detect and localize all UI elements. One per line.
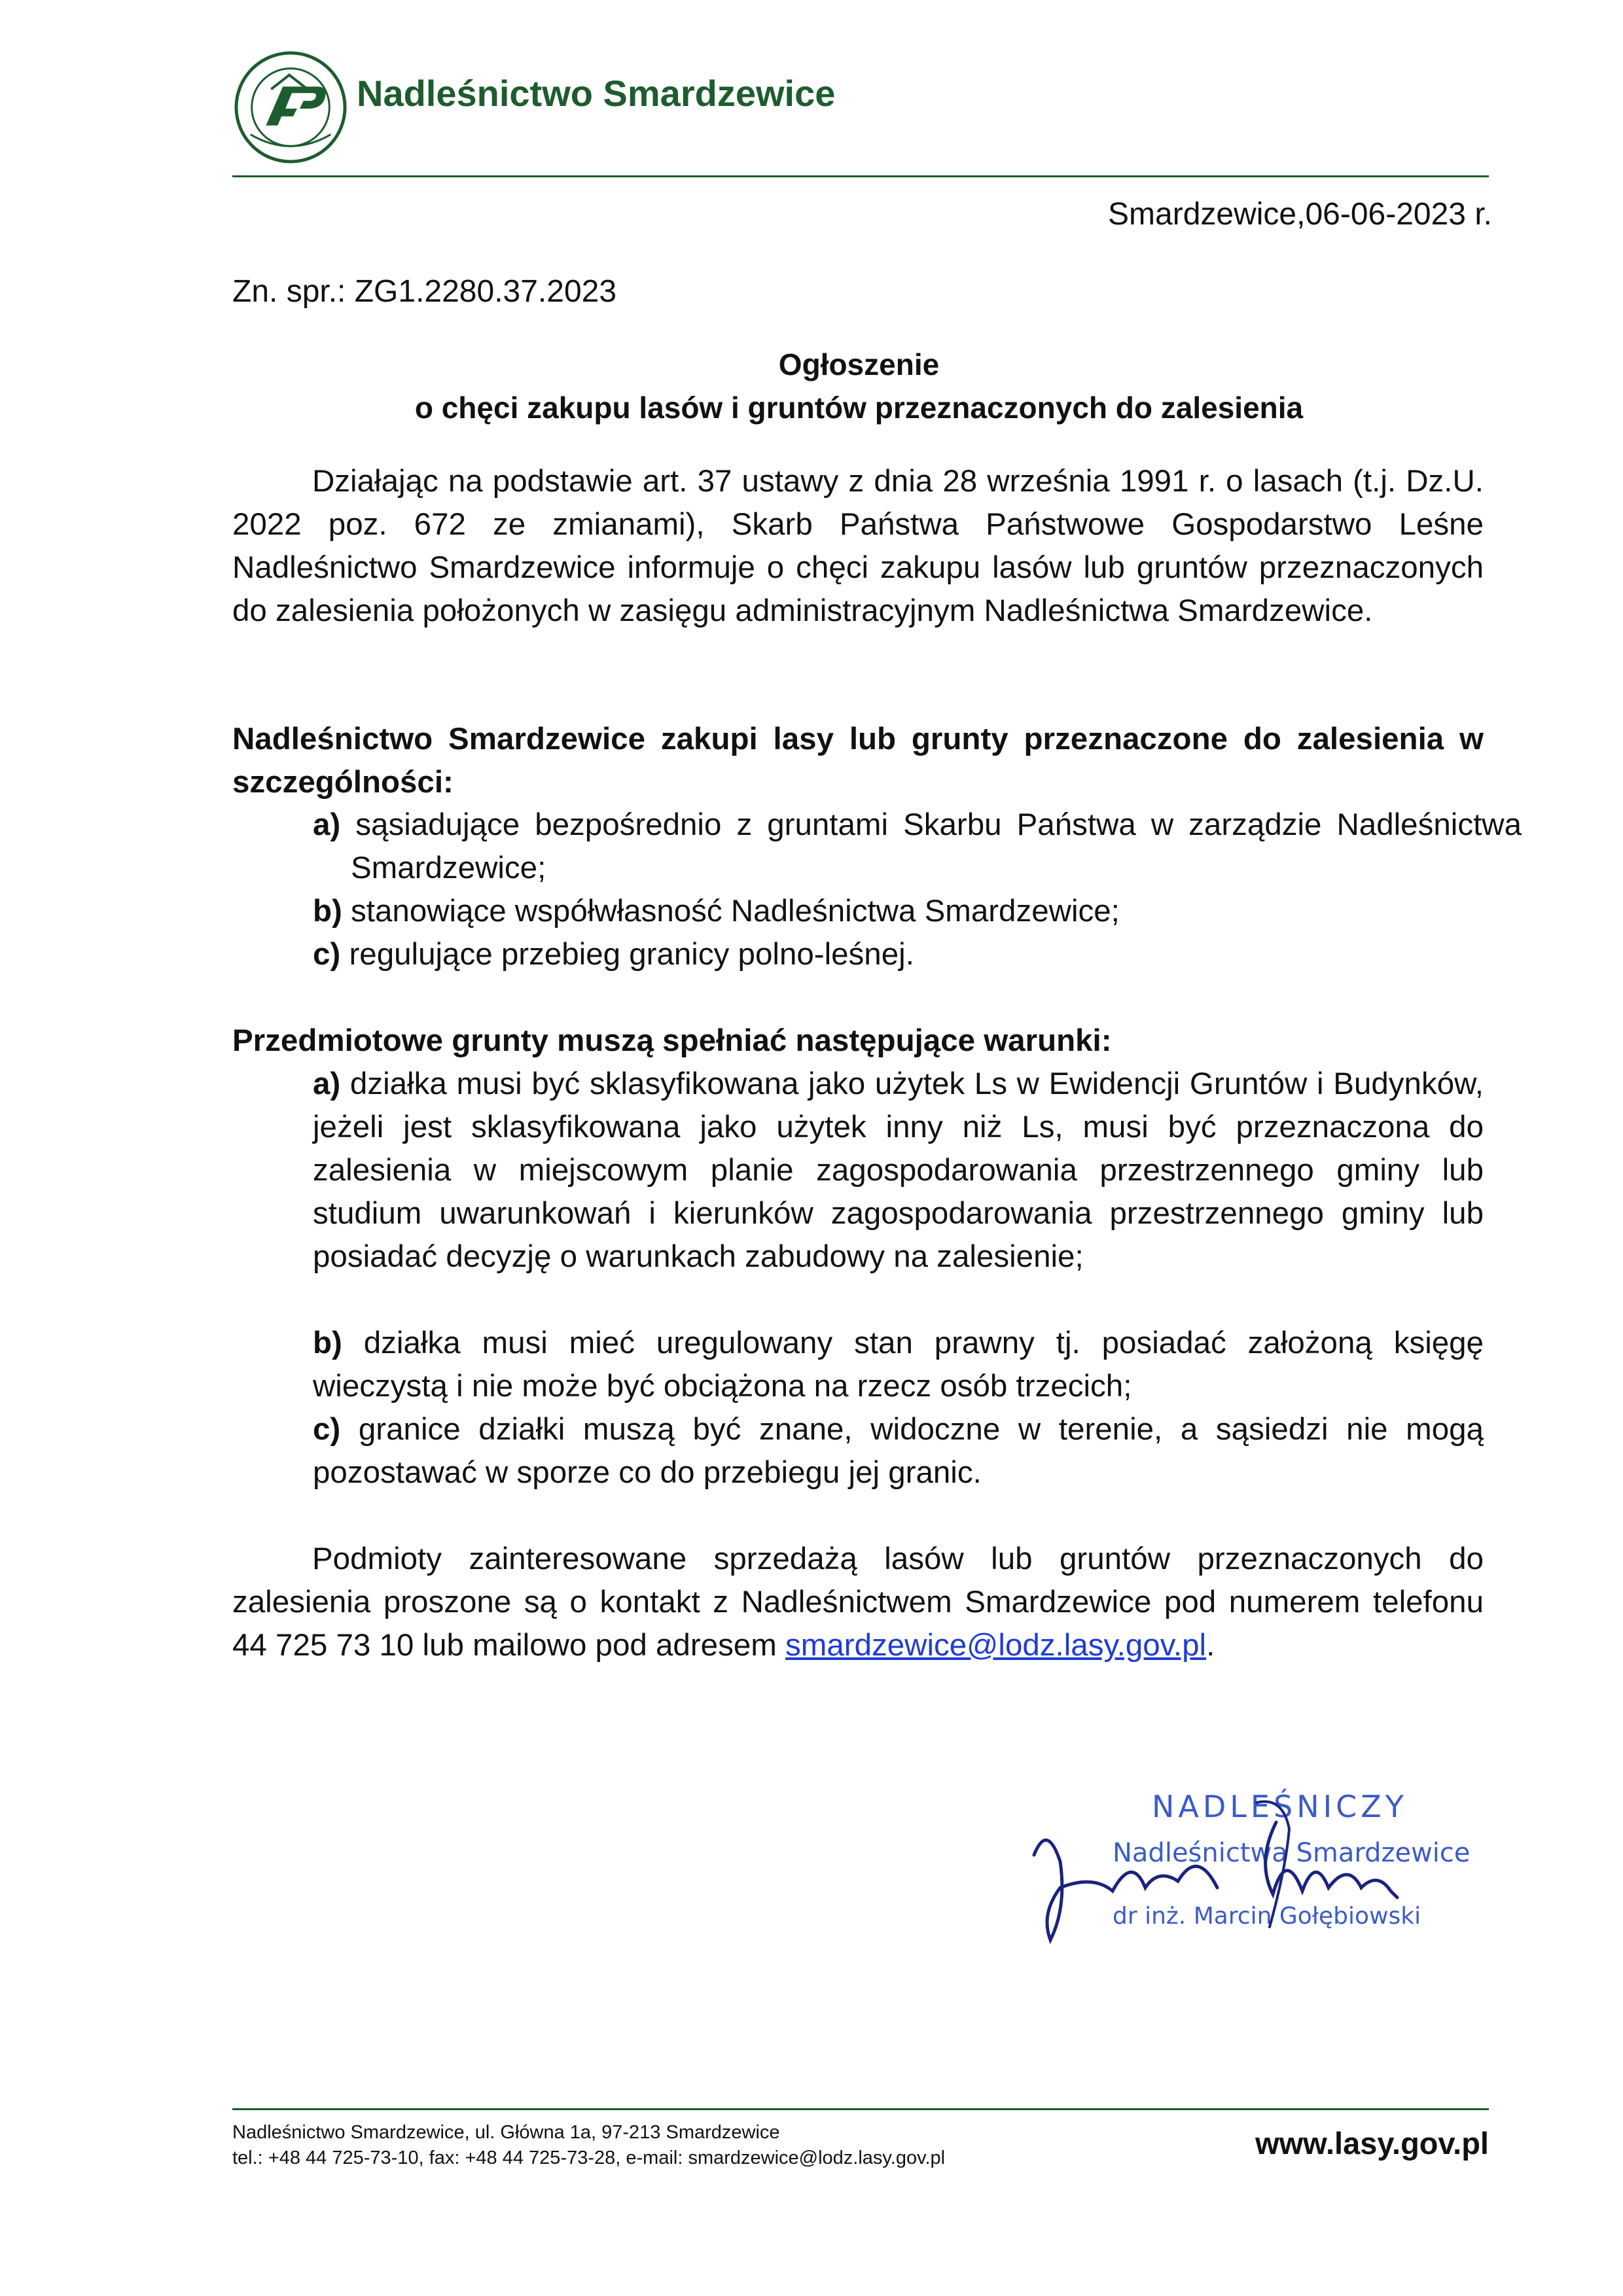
list-marker: c) — [313, 937, 341, 972]
footer-contact: tel.: +48 44 725-73-10, fax: +48 44 725-73-28, e-mail: smardzewice@lodz.lasy.gov.pl — [232, 2147, 946, 2168]
list-item — [313, 1322, 1484, 1408]
list-marker: b) — [313, 1326, 342, 1360]
header-divider — [232, 175, 1489, 177]
reference-number: Zn. spr.: ZG1.2280.37.2023 — [232, 274, 617, 309]
lasy-panstwowe-logo — [232, 49, 349, 166]
list-marker: c) — [313, 1412, 341, 1447]
stamp-name: dr inż. Marcin Gołębiowski — [1113, 1903, 1421, 1930]
section-1-heading: Nadleśnictwo Smardzewice zakupi lasy lub grunty przeznaczone do zalesienia w szczególności: — [232, 722, 1484, 800]
signature-stamp — [1021, 1776, 1492, 1966]
closing-period: . — [1206, 1628, 1215, 1663]
list-item — [313, 933, 1484, 976]
list-item — [313, 890, 1484, 933]
list-marker: b) — [313, 894, 342, 928]
list-item-text: regulujące przebieg granicy polno-leśnej. — [349, 937, 914, 972]
list-item-text: granice działki muszą być znane, widoczne w terenie, a sąsiedzi nie mogą pozostawać w sporze co do przebiegu jej granic. — [313, 1412, 1484, 1490]
list-item-text: sąsiadujące bezpośrednio z gruntami Skarbu Państwa w zarządzie Nadleśnictwa Smardzewice; — [351, 807, 1522, 885]
list-marker: a) — [313, 807, 341, 842]
list-item — [313, 804, 1522, 890]
document-title: Ogłoszenie — [778, 347, 940, 381]
section-2-heading: Przedmiotowe grunty muszą spełniać następujące warunki: — [232, 1023, 1112, 1058]
intro-paragraph: Działając na podstawie art. 37 ustawy z dnia 28 września 1991 r. o lasach (t.j. Dz.U. 2022 poz. 672 ze zmianami), Skarb Państwa Państwowe Gospodarstwo Leśne Nadleśnictwo Smardzewice informuje o chęci zakupu lasów lub gruntów przeznaczonych do zalesienia położonych w zasięgu administracyjnym Nadleśnictwa Smardzewice. — [232, 464, 1484, 628]
document-subtitle: o chęci zakupu lasów i gruntów przeznaczonych do zalesienia — [414, 391, 1304, 425]
list-item — [313, 1408, 1484, 1494]
organization-name: Nadleśnictwo Smardzewice — [357, 73, 836, 114]
list-item — [313, 1063, 1484, 1279]
closing-text: Podmioty zainteresowane sprzedażą lasów lub gruntów przeznaczonych do zalesienia proszone są o kontakt z Nadleśnictwem Smardzewice pod numerem telefonu 44 725 73 10 lub mailowo pod adresem — [232, 1542, 1484, 1663]
footer-address: Nadleśnictwo Smardzewice, ul. Główna 1a, 97-213 Smardzewice — [232, 2122, 780, 2143]
place-and-date: Smardzewice,06-06-2023 r. — [1108, 197, 1492, 232]
closing-paragraph — [232, 1538, 1484, 1667]
stamp-title: NADLEŚNICZY — [1152, 1789, 1408, 1824]
stamp-office: Nadleśnictwa Smardzewice — [1113, 1838, 1471, 1868]
list-item-text: działka musi być sklasyfikowana jako użytek Ls w Ewidencji Gruntów i Budynków, jeżeli jest sklasyfikowana jako użytek inny niż Ls, musi być przeznaczona do zalesienia w miejscowym planie zagospodarowania przestrzennego gminy lub studium uwarunkowań i kierunków zagospodarowania przestrzennego gminy lub posiadać decyzję o warunkach zabudowy na zalesienie; — [313, 1067, 1484, 1274]
list-marker: a) — [313, 1067, 341, 1101]
list-item-text: działka musi mieć uregulowany stan prawny tj. posiadać założoną księgę wieczystą i nie może być obciążona na rzecz osób trzecich; — [313, 1326, 1484, 1404]
footer-divider — [232, 2108, 1489, 2110]
email-link[interactable]: smardzewice@lodz.lasy.gov.pl — [785, 1628, 1207, 1663]
footer-website[interactable]: www.lasy.gov.pl — [1255, 2126, 1489, 2161]
list-item-text: stanowiące współwłasność Nadleśnictwa Smardzewice; — [351, 894, 1120, 928]
